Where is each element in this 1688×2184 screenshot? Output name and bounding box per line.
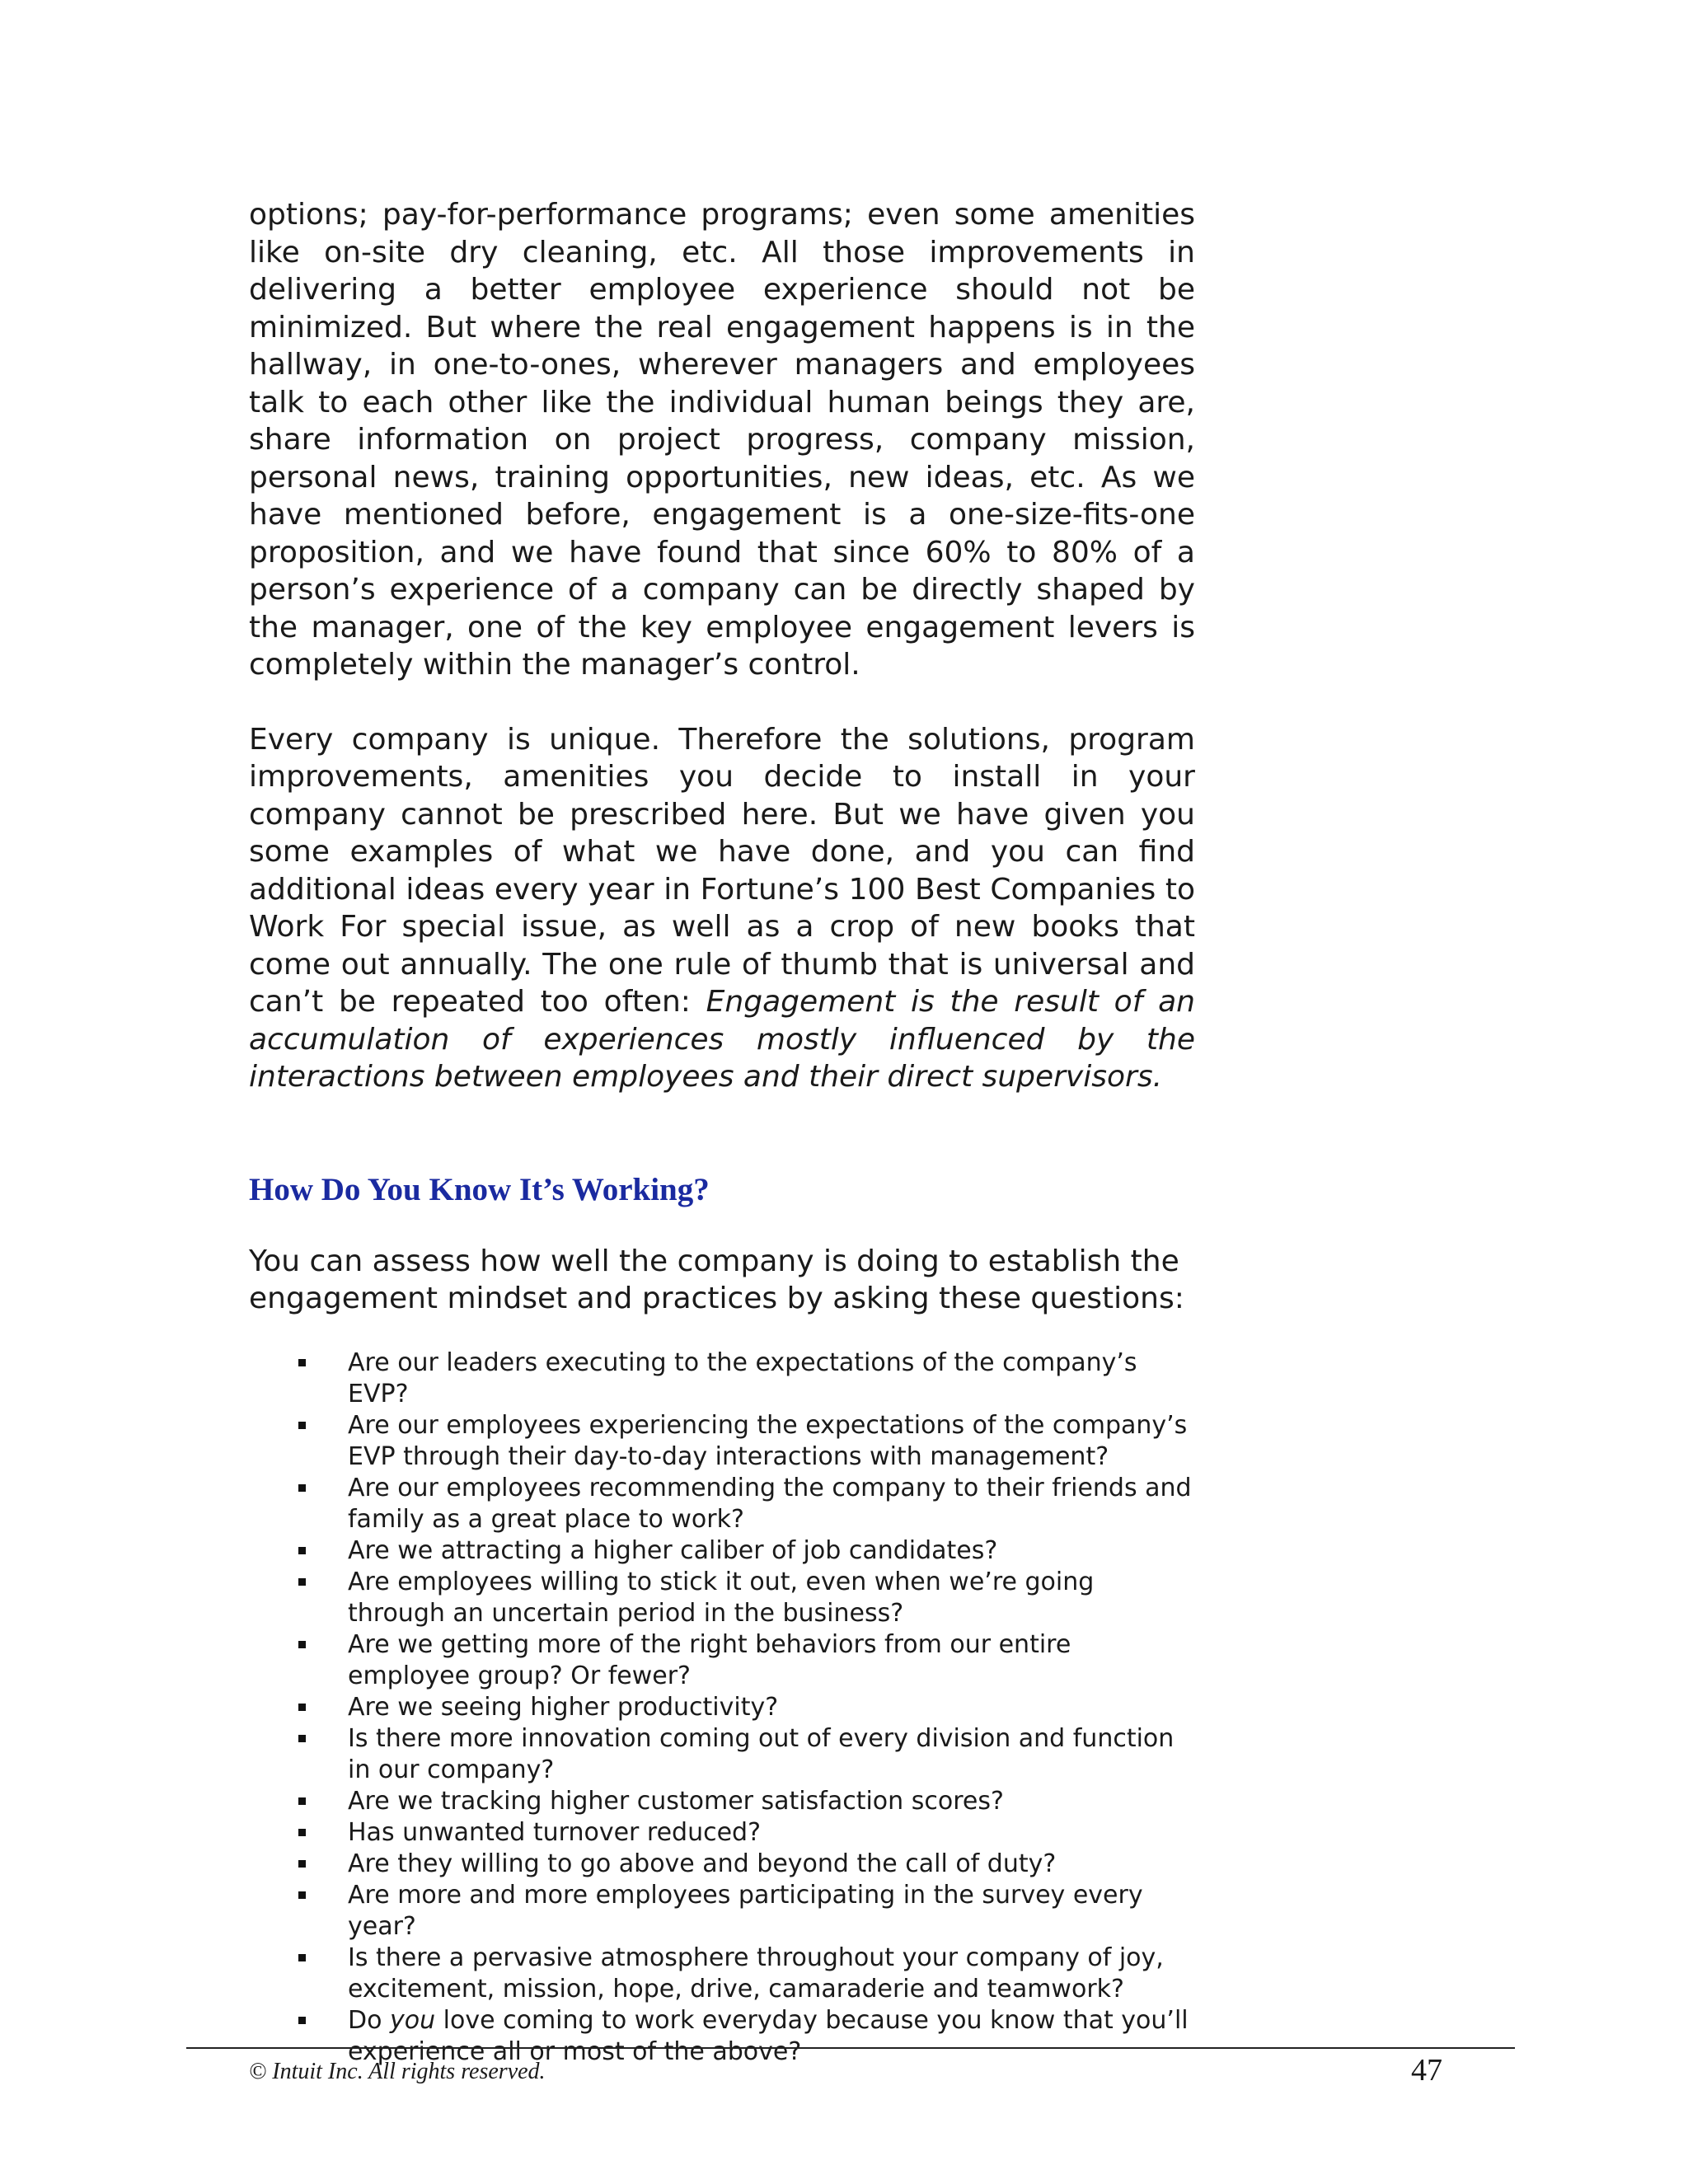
list-item-text: Is there more innovation coming out of every division and function in our company? bbox=[348, 1723, 1175, 1784]
list-item-text: Are more and more employees participating in the survey every year? bbox=[348, 1880, 1143, 1941]
list-item bbox=[249, 1817, 1195, 1849]
list-item bbox=[249, 1629, 1195, 1692]
list-item bbox=[249, 1692, 1195, 1723]
list-item-text: Are we tracking higher customer satisfaction scores? bbox=[348, 1786, 1004, 1816]
square-bullet-icon bbox=[298, 1891, 306, 1899]
list-item bbox=[249, 1567, 1195, 1629]
square-bullet-icon bbox=[298, 1954, 306, 1961]
square-bullet-icon bbox=[298, 1641, 306, 1648]
paragraph-manager-engagement: options; pay-for-performance programs; even some amenities like on-site dry cleaning, etc. All those improvements in delivering a better employee experience should not be minimized. But where the real engagement happens is in the hallway, in one-to-ones, wherever managers and employees talk to each other like the individual human beings they are, share information on project progress, company mission, personal news, training opportunities, new ideas, etc. As we have mentioned before, engagement is a one-size-fits-one proposition, and we have found that since 60% to 80% of a person’s experience of a company can be directly shaped by the manager, one of the key employee engagement levers is completely within the manager’s control. bbox=[249, 198, 1195, 682]
list-item bbox=[249, 1723, 1195, 1786]
section-heading: How Do You Know It’s Working? bbox=[249, 1171, 710, 1207]
paragraph-text: Every company is unique. Therefore the solutions, program improvements, amenities you decide to install in your company cannot be prescribed here. But we have given you some examples of what we have done, and you can find additional ideas every year in Fortune’s 100 Best Companies to Work For special issue, as well as a crop of new books that come out annually. The one rule of thumb that is universal and can’t be repeated too often: bbox=[249, 722, 1195, 1019]
footer-divider bbox=[186, 2047, 1515, 2049]
list-item bbox=[249, 1880, 1195, 1943]
list-item-text: Are we attracting a higher caliber of job candidates? bbox=[348, 1535, 998, 1565]
square-bullet-icon bbox=[298, 1484, 306, 1492]
list-item bbox=[249, 1943, 1195, 2005]
list-item-text: Are we seeing higher productivity? bbox=[348, 1692, 779, 1722]
footer-copyright: © Intuit Inc. All rights reserved. bbox=[249, 2059, 546, 2084]
page-number: 47 bbox=[1411, 2053, 1442, 2088]
list-item bbox=[249, 1410, 1195, 1473]
square-bullet-icon bbox=[298, 1547, 306, 1554]
square-bullet-icon bbox=[298, 1797, 306, 1805]
paragraph-every-company-unique bbox=[249, 721, 1195, 1096]
square-bullet-icon bbox=[298, 1359, 306, 1366]
list-item-text-italic: you bbox=[390, 2005, 436, 2035]
list-item-text: Are our employees recommending the company to their friends and family as a great place to work? bbox=[348, 1473, 1192, 1534]
square-bullet-icon bbox=[298, 1829, 306, 1836]
square-bullet-icon bbox=[298, 1860, 306, 1868]
list-item-text: Are our leaders executing to the expectations of the company’s EVP? bbox=[348, 1347, 1137, 1408]
list-item bbox=[249, 1849, 1195, 1880]
square-bullet-icon bbox=[298, 1422, 306, 1429]
engagement-definition-italic: Engagement is the result of an accumulation of experiences mostly influenced by the interactions between employees and their direct supervisors. bbox=[249, 985, 1195, 1094]
question-list bbox=[249, 1347, 1195, 2068]
list-item-text: Has unwanted turnover reduced? bbox=[348, 1817, 762, 1847]
list-item-text: Is there a pervasive atmosphere throughout your company of joy, excitement, mission, hope, drive, camaraderie and teamwork? bbox=[348, 1943, 1164, 2004]
square-bullet-icon bbox=[298, 2017, 306, 2024]
list-item bbox=[249, 1473, 1195, 1535]
list-item-text: Are employees willing to stick it out, even when we’re going through an uncertain period in the business? bbox=[348, 1567, 1095, 1628]
list-item-text: Are our employees experiencing the expectations of the company’s EVP through their day-to-day interactions with management? bbox=[348, 1410, 1188, 1471]
list-item bbox=[249, 1347, 1195, 1410]
square-bullet-icon bbox=[298, 1578, 306, 1586]
list-item bbox=[249, 1535, 1195, 1567]
square-bullet-icon bbox=[298, 1735, 306, 1742]
list-item-text-post: love coming to work everyday because you know that you’ll experience all or most of the above? bbox=[348, 2005, 1189, 2066]
square-bullet-icon bbox=[298, 1704, 306, 1711]
list-item-text: Are we getting more of the right behaviors from our entire employee group? Or fewer? bbox=[348, 1629, 1071, 1690]
page-content bbox=[249, 196, 1195, 2068]
list-item-text-pre: Do bbox=[348, 2005, 390, 2035]
paragraph-assessment-intro: You can assess how well the company is doing to establish the engagement mindset and practices by asking these questions: bbox=[249, 1244, 1184, 1315]
list-item-text: Are they willing to go above and beyond the call of duty? bbox=[348, 1849, 1057, 1878]
list-item bbox=[249, 1786, 1195, 1817]
